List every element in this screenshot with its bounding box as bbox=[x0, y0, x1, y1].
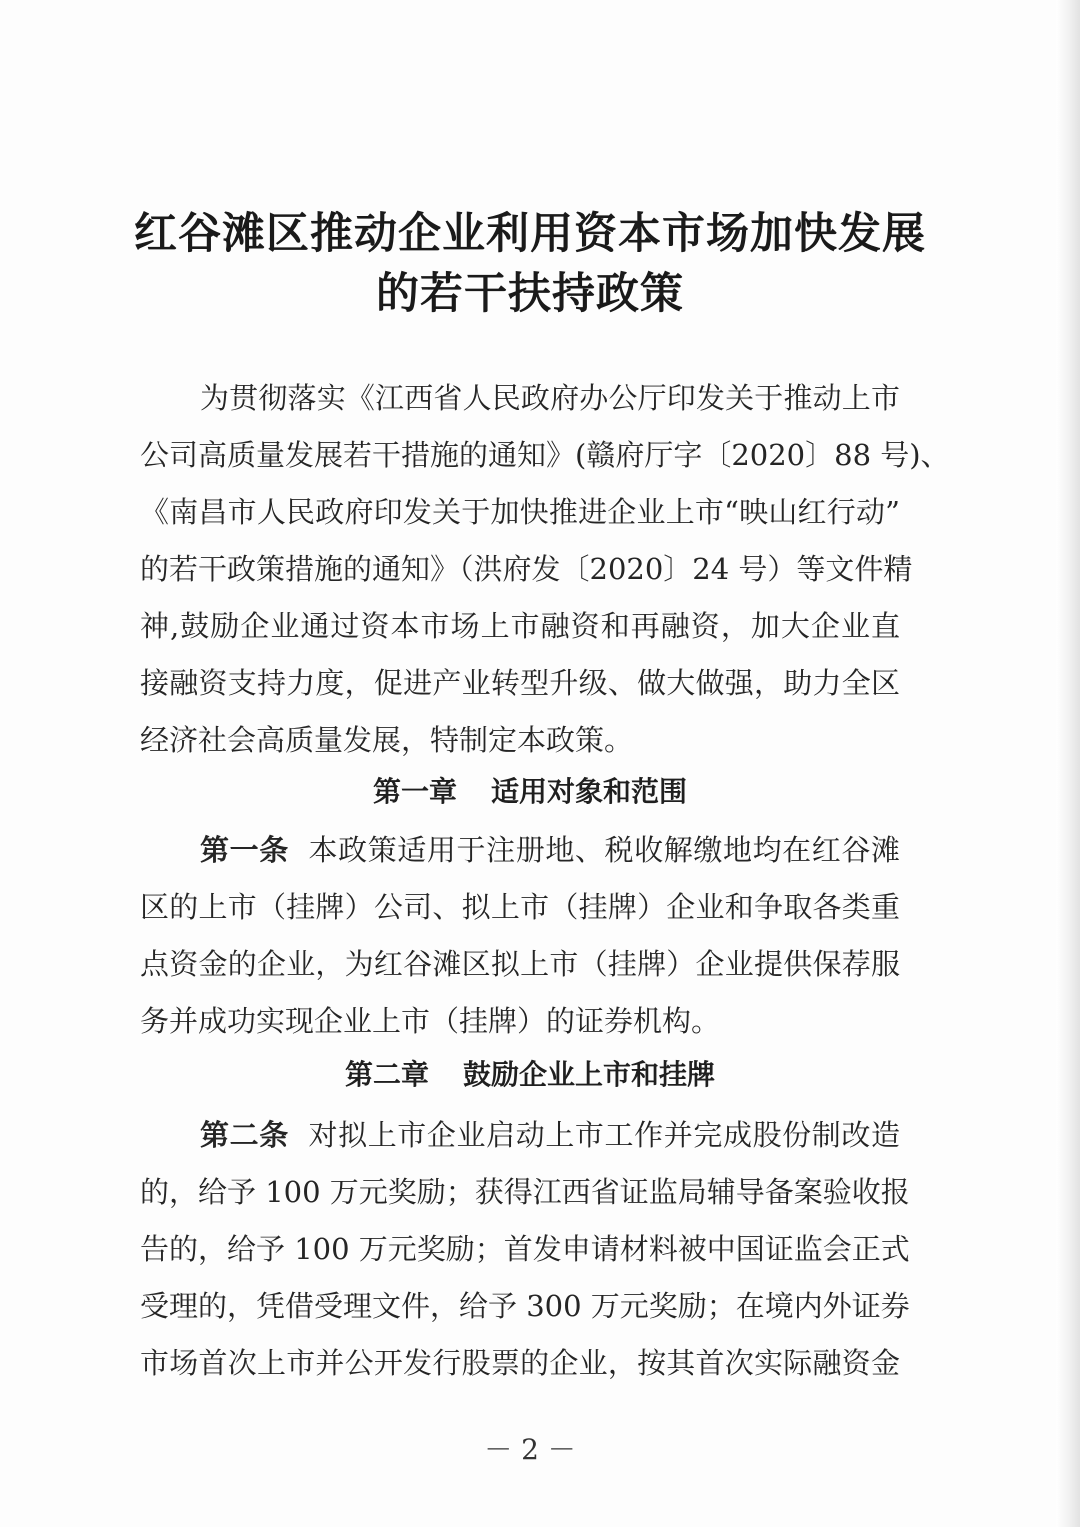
article-2-label: 第二条 bbox=[200, 1118, 289, 1152]
preamble-line: 公司高质量发展若干措施的通知》(赣府厅字〔2020〕88 号)、 bbox=[140, 438, 950, 472]
preamble-line: 的若干政策措施的通知》（洪府发〔2020〕24 号）等文件精 bbox=[140, 552, 913, 586]
chapter-number: 第一章 bbox=[372, 775, 457, 808]
preamble-line: 接融资支持力度，促进产业转型升级、做大做强，助力全区 bbox=[140, 666, 900, 700]
preamble-line: 神,鼓励企业通过资本市场上市融资和再融资，加大企业直 bbox=[140, 609, 900, 643]
chapter-name: 适用对象和范围 bbox=[491, 775, 688, 808]
article-1-label: 第一条 bbox=[200, 833, 289, 867]
article-text: 本政策适用于注册地、税收解缴地均在红谷滩 bbox=[308, 833, 900, 867]
preamble-line: 经济社会高质量发展，特制定本政策。 bbox=[140, 723, 634, 757]
article-line: 务并成功实现企业上市（挂牌）的证券机构。 bbox=[140, 1004, 721, 1038]
chapter-number: 第二章 bbox=[344, 1058, 429, 1091]
page-number: － 2 － bbox=[484, 1433, 576, 1466]
article-line: 的，给予 100 万元奖励；获得江西省证监局辅导备案验收报 bbox=[140, 1175, 910, 1209]
article-line: 点资金的企业，为红谷滩区拟上市（挂牌）企业提供保荐服 bbox=[140, 947, 900, 981]
article-line: 受理的，凭借受理文件，给予 300 万元奖励；在境内外证券 bbox=[140, 1289, 910, 1323]
document-title-line-1: 红谷滩区推动企业利用资本市场加快发展 bbox=[134, 209, 926, 259]
article-line: 告的，给予 100 万元奖励；首发申请材料被中国证监会正式 bbox=[140, 1232, 910, 1266]
chapter-name: 鼓励企业上市和挂牌 bbox=[463, 1058, 716, 1091]
article-2-line bbox=[200, 1115, 900, 1155]
document-title-line-2: 的若干扶持政策 bbox=[376, 269, 684, 319]
article-1-line bbox=[200, 830, 900, 870]
preamble-line: 《南昌市人民政府印发关于加快推进企业上市“映山红行动” bbox=[140, 495, 900, 529]
chapter-1-heading bbox=[0, 772, 1060, 812]
article-line: 市场首次上市并公开发行股票的企业，按其首次实际融资金 bbox=[140, 1346, 900, 1380]
article-text: 对拟上市企业启动上市工作并完成股份制改造 bbox=[308, 1118, 900, 1152]
preamble-line: 为贯彻落实《江西省人民政府办公厅印发关于推动上市 bbox=[200, 381, 900, 415]
chapter-2-heading bbox=[0, 1055, 1060, 1095]
article-line: 区的上市（挂牌）公司、拟上市（挂牌）企业和争取各类重 bbox=[140, 890, 900, 924]
